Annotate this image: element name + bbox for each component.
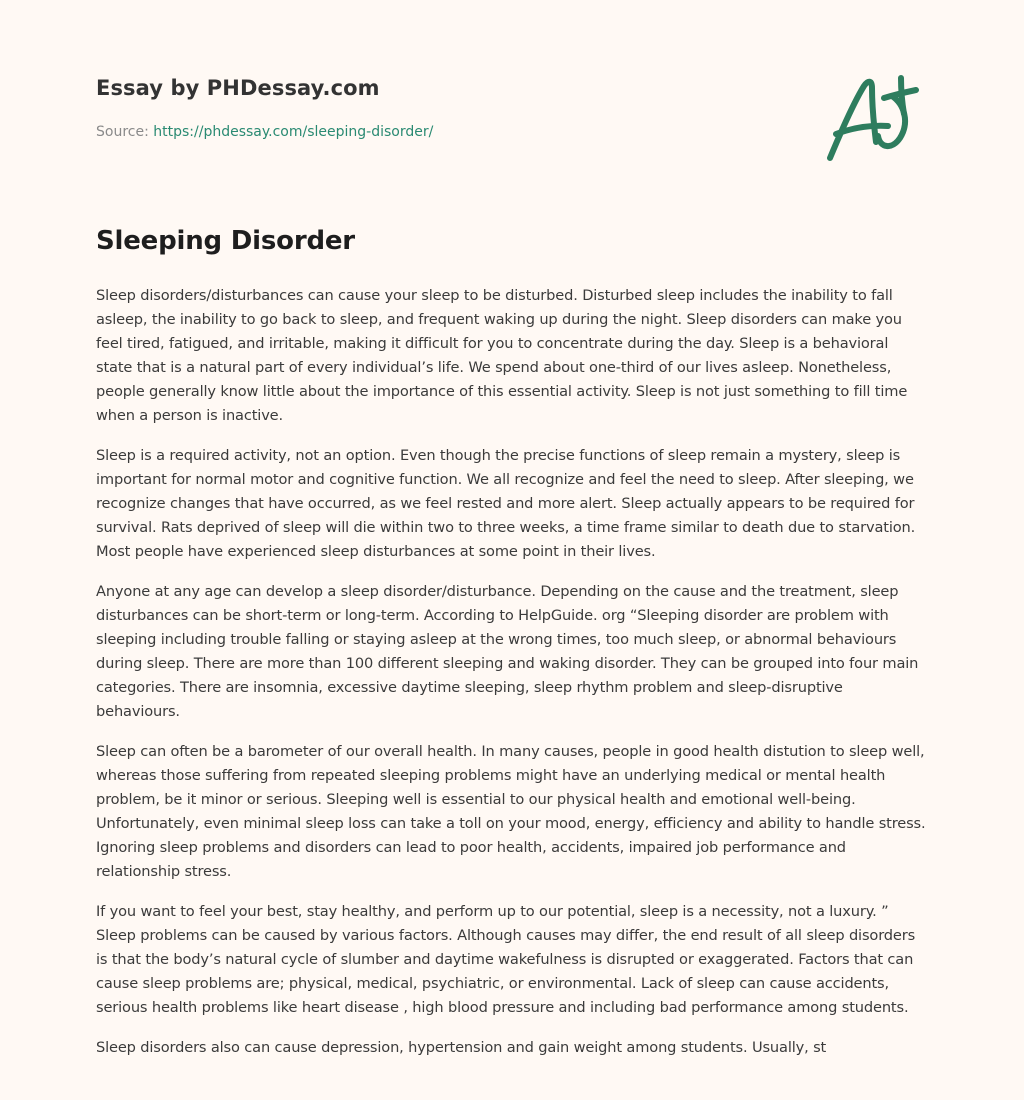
source-label: Source: (96, 124, 149, 140)
essay-paragraph: Sleep disorders also can cause depression, hypertension and gain weight among students. Usually, st (96, 1039, 827, 1056)
essay-paragraph: Anyone at any age can develop a sleep disorder/disturbance. Depending on the cause and the treatment, sleep disturbances can be short-term or long-term. According to HelpGuide. org “Sleeping disorder are problem with sleeping including trouble falling or staying asleep at the wrong times, too much sleep, or abnormal behaviours during sleep. There are more than 100 different sleeping and waking disorder. They can be grouped into four main categories. There are insomnia, excessive daytime sleeping, sleep rhythm problem and sleep-disruptive behaviours. (96, 583, 919, 720)
source-link[interactable]: https://phdessay.com/sleeping-disorder/ (153, 124, 434, 140)
essay-body (96, 284, 928, 1076)
site-brand: Essay by PHDessay.com (96, 76, 380, 100)
essay-paragraph: If you want to feel your best, stay healthy, and perform up to our potential, sleep is a necessity, not a luxury. ” Sleep problems can be caused by various factors. Although causes may differ, the end result of all sleep disorders is that the body’s natural cycle of slumber and daytime wakefulness is disrupted or exaggerated. Factors that can cause sleep problems are; physical, medical, psychiatric, or environmental. Lack of sleep can cause accidents, serious health problems like heart disease , high blood pressure and including bad performance among students. (96, 903, 916, 1016)
source-line (96, 124, 433, 140)
page-header (96, 0, 928, 200)
essay-paragraph: Sleep disorders/disturbances can cause your sleep to be disturbed. Disturbed sleep includes the inability to fall asleep, the inability to go back to sleep, and frequent waking up during the night. Sleep disorders can make you feel tired, fatigued, and irritable, making it difficult for you to concentrate during the day. Sleep is a behavioral state that is a natural part of every individual’s life. We spend about one-third of our lives asleep. Nonetheless, people generally know little about the importance of this essential activity. Sleep is not just something to fill time when a person is inactive. (96, 287, 908, 424)
essay-page (96, 0, 928, 1056)
essay-title: Sleeping Disorder (96, 226, 355, 256)
a-plus-grade-icon (822, 68, 930, 164)
essay-paragraph: Sleep is a required activity, not an option. Even though the precise functions of sleep remain a mystery, sleep is important for normal motor and cognitive function. We all recognize and feel the need to sleep. After sleeping, we recognize changes that have occurred, as we feel rested and more alert. Sleep actually appears to be required for survival. Rats deprived of sleep will die within two to three weeks, a time frame similar to death due to starvation. Most people have experienced sleep disturbances at some point in their lives. (96, 447, 916, 560)
essay-paragraph: Sleep can often be a barometer of our overall health. In many causes, people in good health distution to sleep well, whereas those suffering from repeated sleeping problems might have an underlying medical or mental health problem, be it minor or serious. Sleeping well is essential to our physical health and emotional well-being. Unfortunately, even minimal sleep loss can take a toll on your mood, energy, efficiency and ability to handle stress. Ignoring sleep problems and disorders can lead to poor health, accidents, impaired job performance and relationship stress. (96, 743, 926, 880)
